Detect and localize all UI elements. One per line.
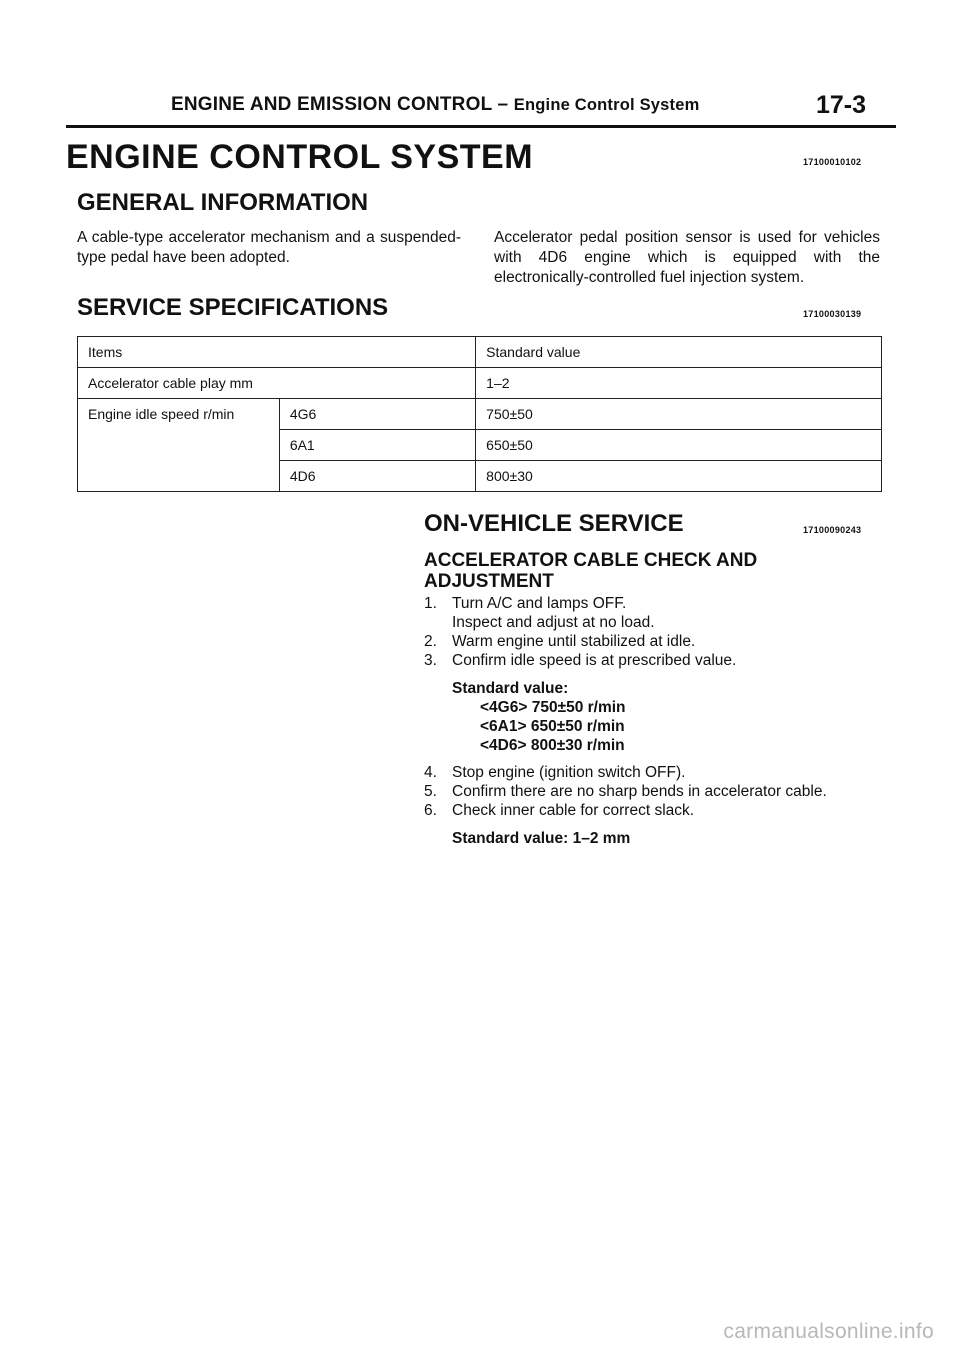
step-number: 4. <box>424 764 437 781</box>
table-cell-value: 750±50 <box>476 399 882 430</box>
list-item <box>424 651 894 670</box>
header-subsection: Engine Control System <box>513 96 700 114</box>
table-cell-engine: 4D6 <box>279 461 475 492</box>
step-number: 6. <box>424 802 437 819</box>
watermark: carmanualsonline.info <box>723 1320 934 1343</box>
list-item <box>424 801 894 820</box>
procedure-steps <box>424 594 894 856</box>
step-text: Confirm idle speed is at prescribed value. <box>452 652 737 669</box>
table-cell-value: 1–2 <box>476 368 882 399</box>
standard-value-line: <4G6> 750±50 r/min <box>480 699 626 716</box>
standard-value-idle <box>424 679 894 755</box>
table-header-value: Standard value <box>476 337 882 368</box>
on-vehicle-service-heading: ON-VEHICLE SERVICE <box>424 510 684 537</box>
general-information-heading: GENERAL INFORMATION <box>77 189 369 216</box>
standard-value-line: <4D6> 800±30 r/min <box>480 737 625 754</box>
standard-value-label: Standard value: <box>452 680 569 697</box>
step-number: 2. <box>424 633 437 650</box>
table-row <box>78 399 882 430</box>
on-vehicle-service-code: 17100090243 <box>803 525 862 535</box>
table-cell-value: 800±30 <box>476 461 882 492</box>
step-text: Inspect and adjust at no load. <box>452 614 655 631</box>
step-text: Warm engine until stabilized at idle. <box>452 633 696 650</box>
title-code: 17100010102 <box>803 157 862 167</box>
service-specifications-heading: SERVICE SPECIFICATIONS <box>77 294 389 321</box>
step-text: Stop engine (ignition switch OFF). <box>452 764 686 781</box>
header-section: ENGINE AND EMISSION CONTROL – <box>171 94 509 115</box>
list-item <box>424 782 894 801</box>
standard-value-line: <6A1> 650±50 r/min <box>480 718 625 735</box>
table-cell-value: 650±50 <box>476 430 882 461</box>
table-header-items: Items <box>78 337 476 368</box>
list-item <box>424 632 894 651</box>
step-text: Check inner cable for correct slack. <box>452 802 695 819</box>
step-number: 1. <box>424 595 437 612</box>
step-text: Turn A/C and lamps OFF. <box>452 595 627 612</box>
list-item <box>424 763 894 782</box>
table-cell-item: Engine idle speed r/min <box>78 399 280 492</box>
list-item <box>424 594 894 632</box>
table-cell-engine: 6A1 <box>279 430 475 461</box>
page-title: ENGINE CONTROL SYSTEM <box>66 138 534 176</box>
general-information-left-text: A cable-type accelerator mechanism and a suspended-type pedal have been adopted. <box>77 229 461 266</box>
general-information-right-text: Accelerator pedal position sensor is used for vehicles with 4D6 engine which is equipped with the electronically-controlled fuel injection system. <box>494 229 880 286</box>
service-specifications-table <box>77 336 882 492</box>
step-number: 3. <box>424 652 437 669</box>
page-number: 17-3 <box>816 91 867 119</box>
table-cell-item: Accelerator cable play mm <box>78 368 476 399</box>
header-rule <box>66 125 896 128</box>
running-header <box>171 94 700 116</box>
table-cell-engine: 4G6 <box>279 399 475 430</box>
service-specifications-code: 17100030139 <box>803 309 862 319</box>
cable-check-subheading: ACCELERATOR CABLE CHECK AND ADJUSTMENT <box>424 550 758 592</box>
step-text: Confirm there are no sharp bends in accelerator cable. <box>452 783 827 800</box>
standard-value-slack: Standard value: 1–2 mm <box>452 830 631 847</box>
step-number: 5. <box>424 783 437 800</box>
table-row <box>78 368 882 399</box>
table-header-row <box>78 337 882 368</box>
